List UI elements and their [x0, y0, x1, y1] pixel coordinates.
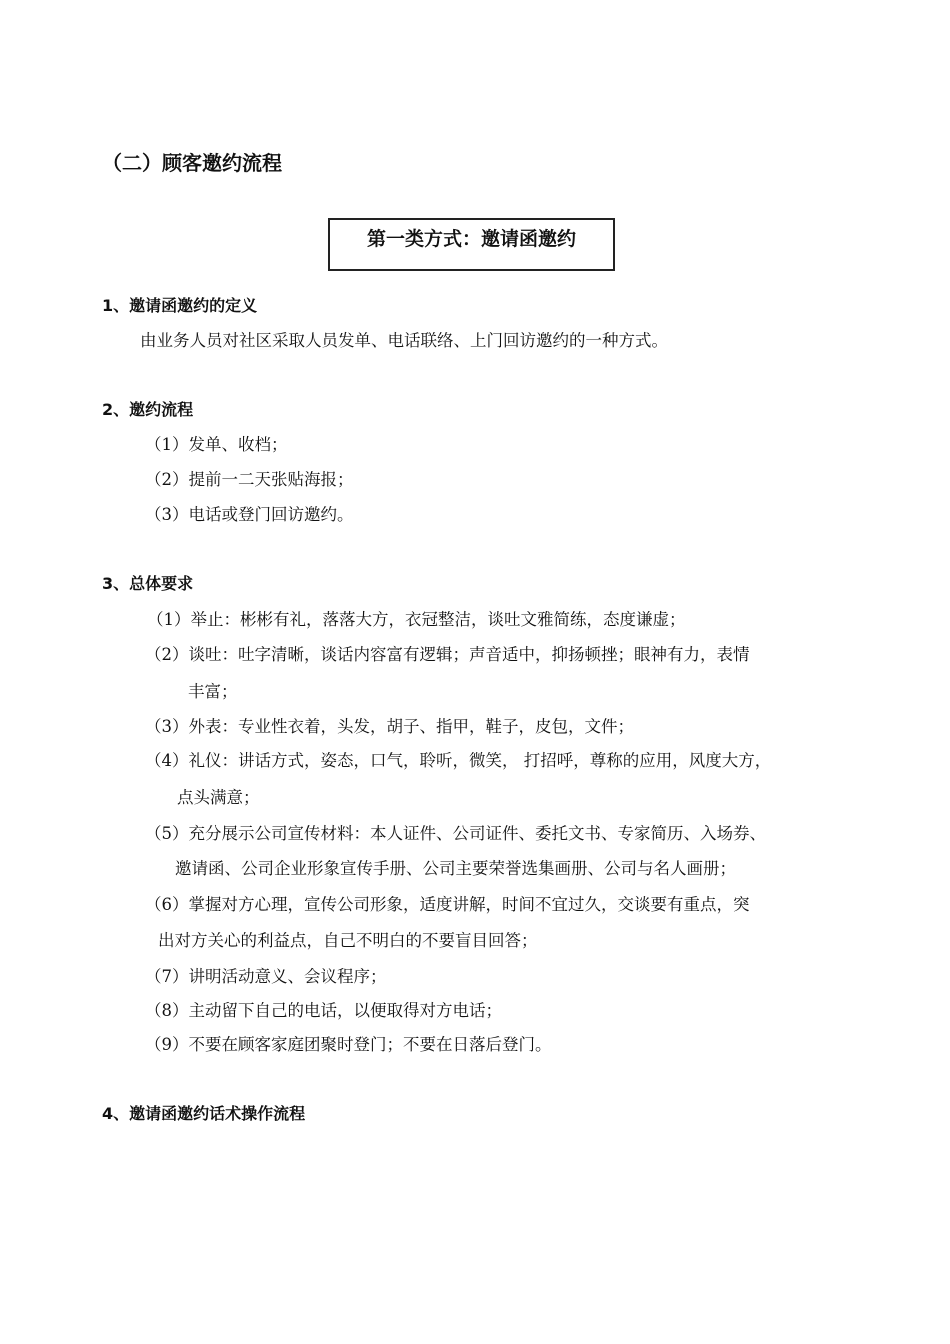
requirement-line: （4）礼仪：讲话方式，姿态，口气，聆听，微笑， 打招呼，尊称的应用，风度大方， — [145, 751, 772, 770]
requirement-line: 点头满意； — [177, 788, 260, 807]
requirement-line: （3）外表：专业性衣着，头发，胡子、指甲，鞋子，皮包，文件； — [145, 717, 634, 736]
requirement-line: （6）掌握对方心理，宣传公司形象，适度讲解，时间不宜过久，交谈要有重点，突 — [145, 895, 750, 914]
requirement-line: （2）谈吐：吐字清晰，谈话内容富有逻辑；声音适中，抑扬顿挫；眼神有力，表情 — [145, 645, 750, 664]
process-step: （1）发单、收档； — [145, 435, 288, 454]
process-step: （3）电话或登门回访邀约。 — [145, 505, 354, 524]
page-title: （二）顾客邀约流程 — [102, 151, 282, 175]
section-heading-process: 2、邀约流程 — [102, 400, 194, 419]
method-box-label: 第一类方式：邀请函邀约 — [366, 228, 576, 250]
section-heading-requirements: 3、总体要求 — [102, 574, 194, 593]
requirement-line: 出对方关心的利益点，自己不明白的不要盲目回答； — [158, 931, 538, 950]
method-box — [328, 218, 615, 271]
requirement-line: （1）举止：彬彬有礼，落落大方，衣冠整洁，谈吐文雅简练，态度谦虚； — [147, 610, 686, 629]
requirement-line: （7）讲明活动意义、会议程序； — [145, 967, 387, 986]
section-heading-script-flow: 4、邀请函邀约话术操作流程 — [102, 1104, 306, 1123]
definition-text: 由业务人员对社区采取人员发单、电话联络、上门回访邀约的一种方式。 — [140, 331, 668, 350]
requirement-line: （8）主动留下自己的电话，以便取得对方电话； — [145, 1001, 502, 1020]
requirement-line: （9）不要在顾客家庭团聚时登门；不要在日落后登门。 — [145, 1035, 552, 1054]
requirement-line: （5）充分展示公司宣传材料：本人证件、公司证件、委托文书、专家简历、入场券、 — [145, 824, 766, 843]
process-step: （2）提前一二天张贴海报； — [145, 470, 354, 489]
requirement-line: 丰富； — [188, 682, 238, 701]
section-heading-definition: 1、邀请函邀约的定义 — [102, 296, 258, 315]
requirement-line: 邀请函、公司企业形象宣传手册、公司主要荣誉选集画册、公司与名人画册； — [175, 859, 736, 878]
